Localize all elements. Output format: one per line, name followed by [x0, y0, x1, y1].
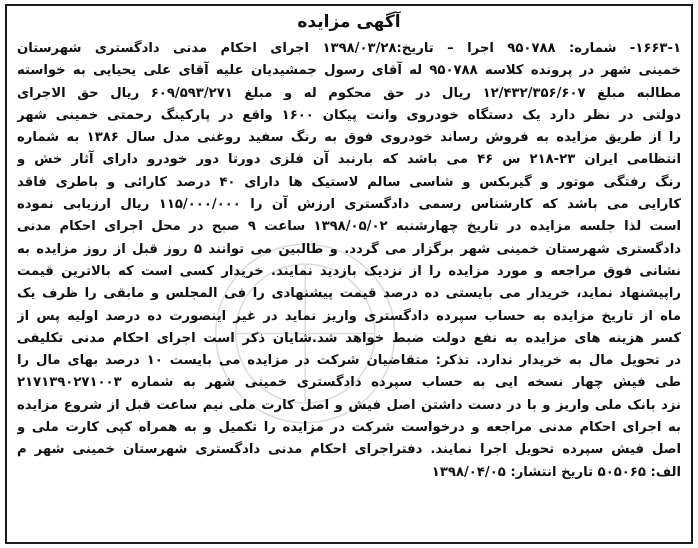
- notice-line: است لذا جلسه مزایده در تاریخ چهارشنبه ۱۳۹۸/۰۵/۰۲ ساعت ۹ صبح در محل اجرای احکام مدنی: [17, 219, 681, 235]
- notice-line: ماه از تاریخ مزایده به حساب سپرده دادگستری واریز نماید در غیر اینصورت ده درصد اولیه پس از: [17, 308, 681, 324]
- notice-body: [17, 38, 681, 484]
- notice-line: در تحویل مال به خریدار ندارد. تذکر: متقاضیان شرکت در مزایده می بایست ۱۰ درصد بهای مال را: [17, 353, 681, 369]
- notice-title: آگهی مزایده: [297, 12, 401, 32]
- notice-line: ۱۶۶۳-۱- شماره: ۹۵۰۷۸۸ اجرا – تاریخ:۱۳۹۸/۰۳/۲۸ اجرای احکام مدنی دادگستری شهرستان: [17, 41, 681, 56]
- notice-line: رنگ رفتگی موتور و گیربکس و شاسی سالم لاستیک ها دارای ۴۰ درصد کارائی و باطری فاقد: [17, 174, 681, 190]
- notice-line: مطالبه مبلغ ۱۲/۴۳۲/۳۵۶/۶۰۷ ریال در حق محکوم له و مبلغ ۶۰۹/۵۹۳/۲۷۱ ریال حق الاجرای: [17, 85, 681, 101]
- notice-line: دادگستری شهرستان خمینی شهر برگزار می گردد. و طالبین می توانند ۵ روز قبل از روز مزایده به: [17, 241, 681, 257]
- notice-line: راپیشنهاد نماید، خریدار می بایستی ده درصد قیمت پیشنهادی را فی المجلس و مابقی را ظرف یک: [17, 286, 681, 302]
- notice-line: نزد بانک ملی واریز و با در دست داشتن اصل فیش و اصل کارت ملی نیم ساعت قبل از شروع مزایده: [17, 397, 681, 413]
- notice-line: به اجرای احکام مدنی مراجعه و درخواست شرکت در مزایده را تکمیل و به همراه کپی کارت ملی و: [17, 420, 681, 436]
- notice-line: دولتی در نظر دارد یک دستگاه خودروی وانت پیکان ۱۶۰۰ واقع در پارکینگ رحمتی خمینی شهر: [17, 107, 681, 123]
- notice-line: انتظامی ایران ۲۳-۲۱۸ س ۴۶ می باشد که بارنبد آن فلزی دورتا دور خودرو دارای آثار خش و: [17, 152, 681, 168]
- notice-line: را از طریق مزایده به فروش رساند خودروی فوق به رنگ سفید روغنی مدل سال ۱۳۸۶ به شماره: [17, 130, 681, 146]
- notice-line: اصل فیش سپرده تحویل اجرا نمایند. دفتراجرای احکام مدنی دادگستری شهرستان خمینی شهر م: [17, 442, 681, 458]
- notice-line-publication-date: الف: ۵۰۵۰۶۵ تاریخ انتشار: ۱۳۹۸/۰۴/۰۵: [431, 464, 681, 480]
- notice-line: خمینی شهر در پرونده کلاسه ۹۵۰۷۸۸ له آقای رسول جمشیدیان علیه آقای علی یحیایی به خواسته: [17, 63, 681, 79]
- notice-line: نشانی فوق مراجعه و مورد مزایده را از نزدیک بازدید نمایند. خریدار کسی است که بالاترین قیمت: [17, 263, 681, 279]
- notice-line: کارایی می باشد که کارشناس رسمی دادگستری ارزش آن را ۱۱۵/۰۰۰/۰۰۰ ریال ارزیابی نموده: [17, 197, 681, 213]
- notice-line: کسر هزینه های مزایده به نفع دولت ضبط خواهد شد.شایان ذکر است اجرای احکام مدنی تکلیفی: [17, 330, 681, 346]
- notice-line: طی فیش چهار نسخه ایی به حساب سپرده دادگستری خمینی شهر به شماره ۲۱۷۱۳۹۰۲۷۱۰۰۳: [17, 375, 681, 391]
- auction-notice: [5, 4, 693, 544]
